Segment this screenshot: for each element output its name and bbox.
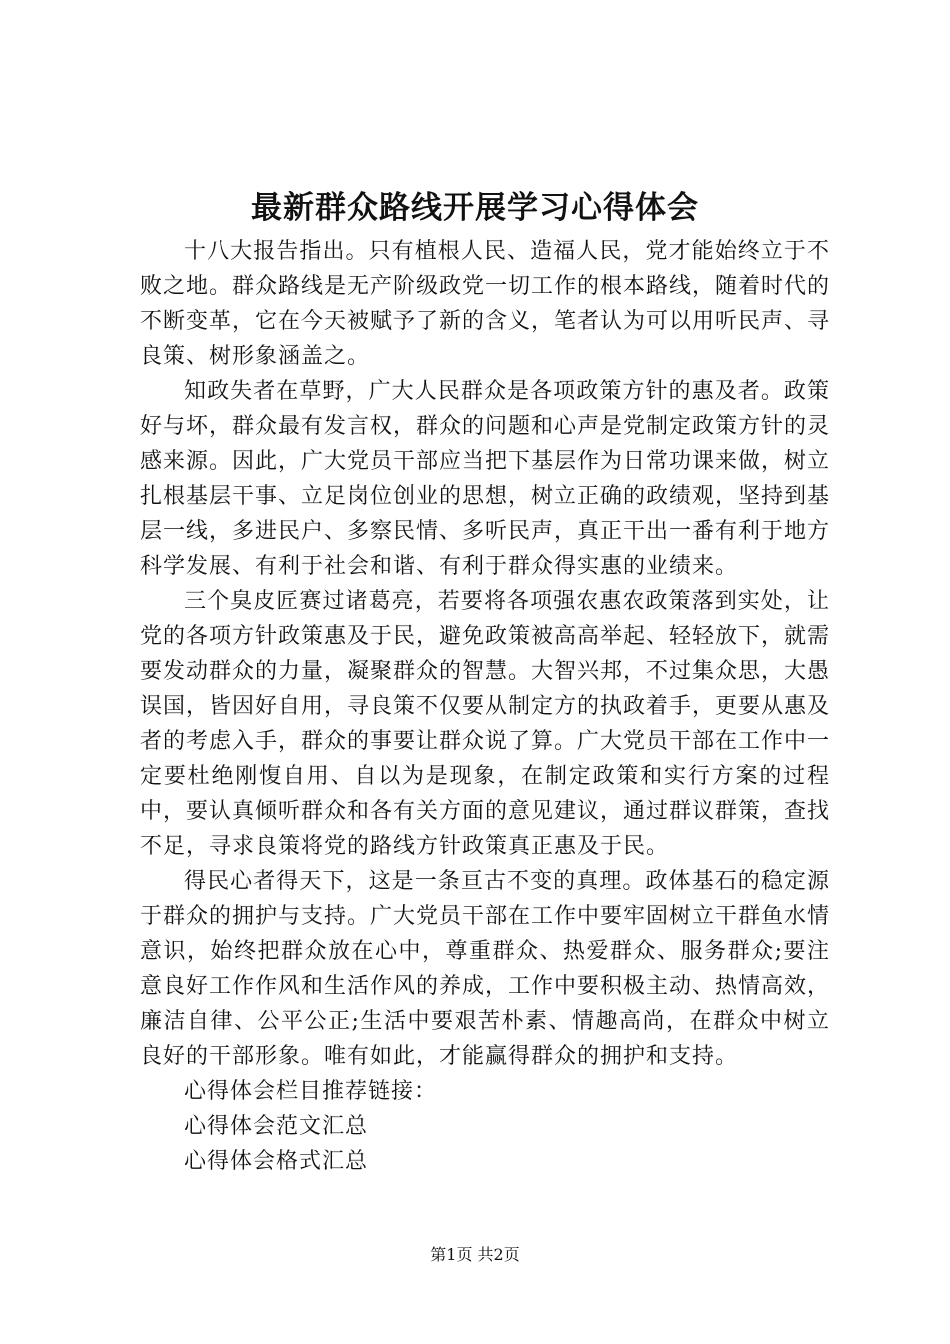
page-number-footer: 第1页 共2页 [430, 1245, 520, 1264]
recommended-links-heading: 心得体会栏目推荐链接： [184, 1079, 438, 1104]
document-body [140, 234, 830, 1179]
document-title: 最新群众路线开展学习心得体会 [251, 190, 699, 226]
body-paragraph: 十八大报告指出。只有植根人民、造福人民，党才能始终立于不败之地。群众路线是无产阶级政党一切工作的根本路线，随着时代的不断变革，它在今天被赋予了新的含义，笔者认为可以用听民声、寻良策、树形象涵盖之。 [140, 239, 831, 369]
body-paragraph: 三个臭皮匠赛过诸葛亮，若要将各项强农惠农政策落到实处，让党的各项方针政策惠及于民，避免政策被高高举起、轻轻放下，就需要发动群众的力量，凝聚群众的智慧。大智兴邦，不过集众思，大愚误国，皆因好自用，寻良策不仅要从制定方的执政着手，更要从惠及者的考虑入手，群众的事要让群众说了算。广大党员干部在工作中一定要杜绝刚愎自用、自以为是现象，在制定政策和实行方案的过程中，要认真倾听群众和各有关方面的意见建议，通过群议群策，查找不足，寻求良策将党的路线方针政策真正惠及于民。 [140, 589, 831, 859]
body-paragraph: 得民心者得天下，这是一条亘古不变的真理。政体基石的稳定源于群众的拥护与支持。广大党员干部在工作中要牢固树立干群鱼水情意识，始终把群众放在心中，尊重群众、热爱群众、服务群众;要注意良好工作作风和生活作风的养成，工作中要积极主动、热情高效，廉洁自律、公平公正;生活中要艰苦朴素、情趣高尚，在群众中树立良好的干部形象。唯有如此，才能赢得群众的拥护和支持。 [140, 869, 831, 1069]
link-essay-summary[interactable]: 心得体会范文汇总 [184, 1114, 369, 1139]
body-paragraph: 知政失者在草野，广大人民群众是各项政策方针的惠及者。政策好与坏，群众最有发言权，群众的问题和心声是党制定政策方针的灵感来源。因此，广大党员干部应当把下基层作为日常功课来做，树立扎根基层干事、立足岗位创业的思想，树立正确的政绩观，坚持到基层一线，多进民户、多察民情、多听民声，真正干出一番有利于地方科学发展、有利于社会和谐、有利于群众得实惠的业绩来。 [140, 379, 831, 579]
link-format-summary[interactable]: 心得体会格式汇总 [184, 1149, 369, 1174]
